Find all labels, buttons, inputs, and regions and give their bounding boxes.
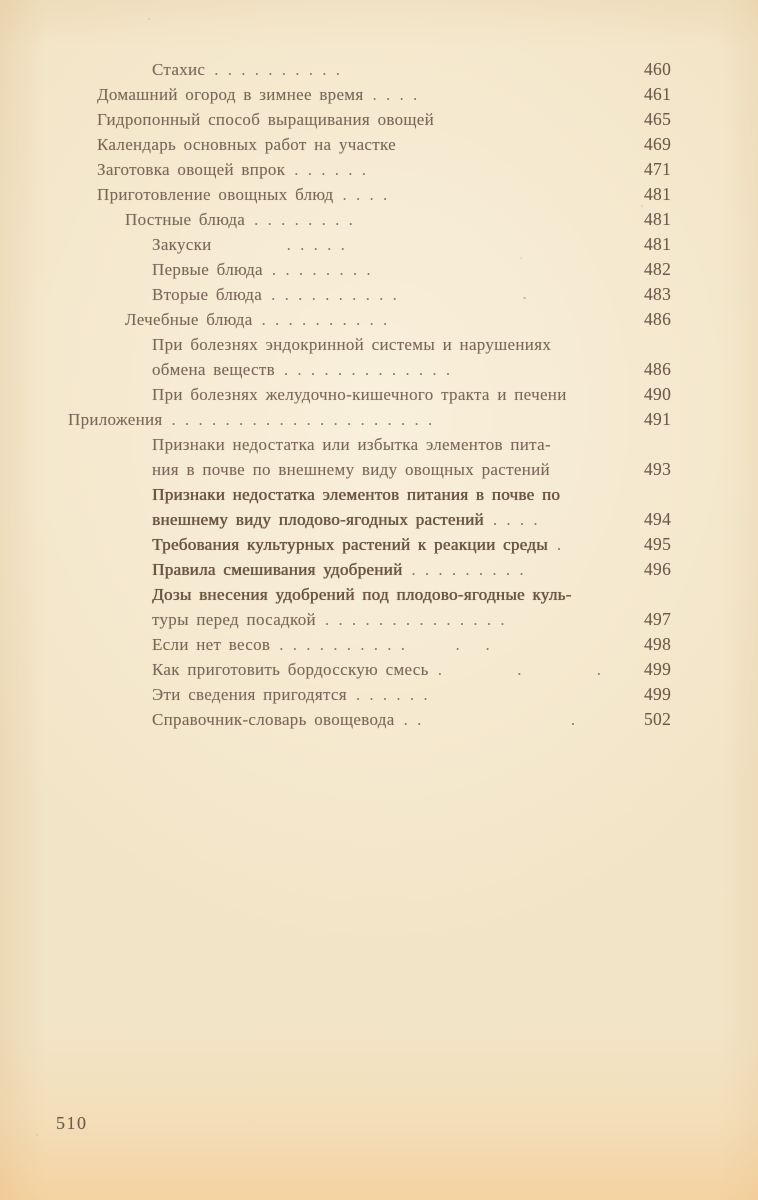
dot-leader: . . . . . . . . . .: [271, 285, 398, 304]
dot-leader: . . .: [403, 710, 577, 729]
toc-entry-page-number: 471: [644, 159, 672, 179]
scan-speck: [523, 297, 526, 299]
scan-speck: [520, 257, 522, 259]
dot-leader: . . . . . . . . . . . .: [279, 635, 491, 654]
toc-entry-title: Правила смешивания удобрений: [152, 560, 403, 579]
toc-line: [68, 82, 680, 107]
toc-entry-title: Приложения: [68, 410, 163, 429]
toc-line: [68, 607, 680, 632]
dot-leader: . . . . . . . .: [271, 260, 372, 279]
toc-line: [68, 382, 680, 407]
toc-line: [68, 357, 680, 382]
toc-entry-title: Заготовка овощей впрок: [97, 160, 286, 179]
toc-entry-page-number: 499: [644, 659, 672, 679]
toc-line: [68, 182, 680, 207]
dot-leader: . . .: [437, 660, 602, 679]
toc-line: [68, 557, 680, 582]
toc-entry-title: Гидропонный способ выращивания овощей: [97, 110, 435, 129]
dot-leader: . . . . . . . . . . . . . . . . . . . .: [171, 410, 434, 429]
toc-line: [68, 532, 680, 557]
toc-line: [68, 332, 680, 357]
dot-leader: . . . .: [342, 185, 389, 204]
toc-entry-page-number: 481: [644, 184, 672, 204]
toc-entry-title: При болезнях желудочно-кишечного тракта и печени: [152, 385, 567, 404]
scan-speck: [641, 205, 643, 207]
toc-line: [68, 107, 680, 132]
toc-line: [68, 457, 680, 482]
scan-speck: [36, 1134, 38, 1136]
toc-entry-title: Закуски: [152, 235, 212, 254]
toc-entry-title: Признаки недостатка или избытка элементов пита-: [152, 435, 551, 454]
toc-entry-title: Эти сведения пригодятся: [152, 685, 347, 704]
toc-entry-page-number: 499: [644, 684, 672, 704]
dot-leader: . . . . . . . . . . . . .: [283, 360, 452, 379]
toc-entry-title: Если нет весов: [152, 635, 271, 654]
toc-line: [68, 482, 680, 507]
toc-line: [68, 207, 680, 232]
table-of-contents: [68, 57, 680, 732]
dot-leader: . . . . . . . . . .: [261, 310, 389, 329]
toc-line: [68, 257, 680, 282]
toc-entry-title: Первые блюда: [152, 260, 263, 279]
dot-leader: . . . .: [492, 510, 539, 529]
toc-entry-page-number: 498: [644, 634, 672, 654]
toc-entry-title: туры перед посадкой: [152, 610, 316, 629]
toc-entry-title: внешнему виду плодово-ягодных растений: [152, 510, 484, 529]
toc-entry-page-number: 490: [644, 384, 672, 404]
toc-line: [68, 407, 680, 432]
toc-line: [68, 57, 680, 82]
toc-entry-title: Приготовление овощных блюд: [97, 185, 334, 204]
toc-line: [68, 132, 680, 157]
dot-leader: . . . . . . . . .: [411, 560, 525, 579]
toc-entry-page-number: 502: [644, 709, 672, 729]
toc-line: [68, 282, 680, 307]
dot-leader: . . . . . .: [355, 685, 429, 704]
dot-leader: . . . . . . . .: [254, 210, 354, 229]
toc-line: [68, 307, 680, 332]
toc-entry-page-number: 465: [644, 109, 672, 129]
dot-leader: . . . . .: [220, 235, 346, 254]
toc-entry-title: Стахис: [152, 60, 206, 79]
toc-entry-page-number: 482: [644, 259, 672, 279]
toc-entry-page-number: 494: [644, 509, 672, 529]
toc-entry-title: Дозы внесения удобрений под плодово-ягодные куль-: [152, 585, 572, 604]
toc-line: [68, 632, 680, 657]
toc-entry-title: Как приготовить бордосскую смесь: [152, 660, 429, 679]
toc-entry-title: Справочник-словарь овощевода: [152, 710, 395, 729]
toc-entry-title: Требования культурных растений к реакции среды: [152, 535, 548, 554]
toc-entry-page-number: 483: [644, 284, 672, 304]
toc-entry-page-number: 486: [644, 309, 672, 329]
toc-entry-page-number: 481: [644, 209, 672, 229]
scan-speck: [148, 18, 150, 20]
toc-entry-title: Домашний огород в зимнее время: [97, 85, 364, 104]
toc-entry-title: Признаки недостатка элементов питания в почве по: [152, 485, 561, 504]
toc-entry-title: Календарь основных работ на участке: [97, 135, 396, 154]
dot-leader: . . . . . .: [294, 160, 368, 179]
toc-entry-page-number: 469: [644, 134, 672, 154]
toc-entry-page-number: 496: [644, 559, 672, 579]
page-folio-number: 510: [56, 1113, 88, 1133]
dot-leader: . . . . . . . . . . . . . .: [324, 610, 506, 629]
toc-entry-page-number: 493: [644, 459, 672, 479]
toc-line: [68, 682, 680, 707]
toc-entry-page-number: 495: [644, 534, 672, 554]
dot-leader: .: [556, 535, 563, 554]
toc-entry-title: ния в почве по внешнему виду овощных растений: [152, 460, 550, 479]
toc-line: [68, 707, 680, 732]
toc-entry-page-number: 461: [644, 84, 672, 104]
toc-entry-title: Постные блюда: [125, 210, 246, 229]
toc-entry-title: обмена веществ: [152, 360, 275, 379]
toc-line: [68, 507, 680, 532]
toc-entry-page-number: 460: [644, 59, 672, 79]
toc-entry-title: Вторые блюда: [152, 285, 263, 304]
dot-leader: . . . .: [372, 85, 419, 104]
toc-line: [68, 432, 680, 457]
toc-entry-page-number: 491: [644, 409, 672, 429]
toc-line: [68, 582, 680, 607]
dot-leader: . . . . . . . . . .: [214, 60, 341, 79]
toc-entry-page-number: 497: [644, 609, 672, 629]
toc-entry-page-number: 486: [644, 359, 672, 379]
toc-line: [68, 157, 680, 182]
toc-line: [68, 232, 680, 257]
toc-entry-title: При болезнях эндокринной системы и нарушениях: [152, 335, 552, 354]
toc-entry-title: Лечебные блюда: [125, 310, 253, 329]
toc-line: [68, 657, 680, 682]
toc-entry-page-number: 481: [644, 234, 672, 254]
